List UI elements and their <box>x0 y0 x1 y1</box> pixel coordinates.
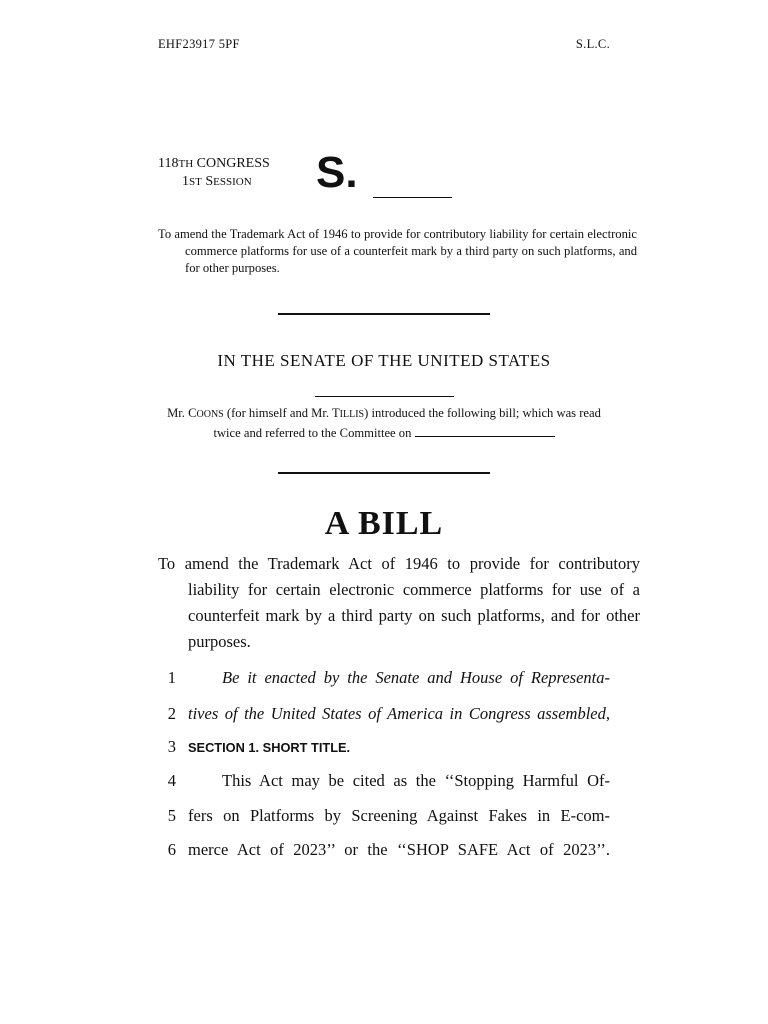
line-number: 6 <box>167 840 176 859</box>
introduction-suffix: ) introduced the following bill; which was read twice and referred to the Committee on <box>213 406 601 440</box>
sponsor-name-rest: OONS <box>196 409 224 420</box>
chamber-heading: IN THE SENATE OF THE UNITED STATES <box>217 351 551 370</box>
line-number: 4 <box>167 771 176 790</box>
thin-divider-rule <box>315 396 454 397</box>
sponsor-initial: C <box>188 406 197 420</box>
divider-rule <box>278 472 490 474</box>
session-label-initial: S <box>205 174 214 189</box>
divider-rule <box>278 313 490 315</box>
line-number: 2 <box>167 704 176 723</box>
line-number: 5 <box>167 806 176 825</box>
line-number: 1 <box>167 668 176 687</box>
slc-marker: S.L.C. <box>575 37 610 51</box>
congress-session-block <box>158 155 270 191</box>
body-line: merce Act of 2023’’ or the ‘‘SHOP SAFE Act of 2023’’. <box>188 840 610 859</box>
section-heading: SECTION 1. SHORT TITLE. <box>188 740 351 755</box>
bill-number-blank <box>373 197 452 198</box>
session-line <box>158 173 270 191</box>
short-purpose: To amend the Trademark Act of 1946 to provide for contributory liability for certain electronic commerce platforms for use of a counterfeit mark by a third party on such platforms, and for other purposes. <box>158 227 637 275</box>
sponsor-prefix: Mr. <box>167 406 189 420</box>
cosponsor-initial: T <box>331 406 340 420</box>
session-label-rest: ESSION <box>213 176 252 188</box>
committee-blank <box>415 425 555 437</box>
sponsor-mid-text: (for himself and Mr. <box>223 406 332 420</box>
long-purpose: To amend the Trademark Act of 1946 to provide for contributory liability for certain electronic commerce platforms for use of a counterfeit mark by a third party on such platforms, and for other purposes. <box>158 554 640 651</box>
bill-designation: S. <box>316 148 358 197</box>
line-number: 3 <box>167 737 176 756</box>
body-line: This Act may be cited as the ‘‘Stopping Harmful Of- <box>222 771 610 790</box>
congress-label: CONGRESS <box>196 156 270 171</box>
document-id: EHF23917 5PF <box>158 37 240 51</box>
congress-number-suffix: TH <box>178 158 194 170</box>
introduction-statement <box>158 404 610 442</box>
congress-number: 118 <box>158 156 179 171</box>
session-number: 1 <box>182 174 189 189</box>
a-bill-title: A BILL <box>324 505 444 542</box>
enacting-clause-line: tives of the United States of America in Congress assembled, <box>188 704 610 723</box>
cosponsor-name-rest: ILLIS <box>339 409 365 420</box>
congress-line <box>158 155 270 173</box>
enacting-clause-line: Be it enacted by the Senate and House of Representa- <box>222 668 610 687</box>
session-number-suffix: ST <box>189 176 202 188</box>
body-line: fers on Platforms by Screening Against Fakes in E-com- <box>188 806 610 825</box>
